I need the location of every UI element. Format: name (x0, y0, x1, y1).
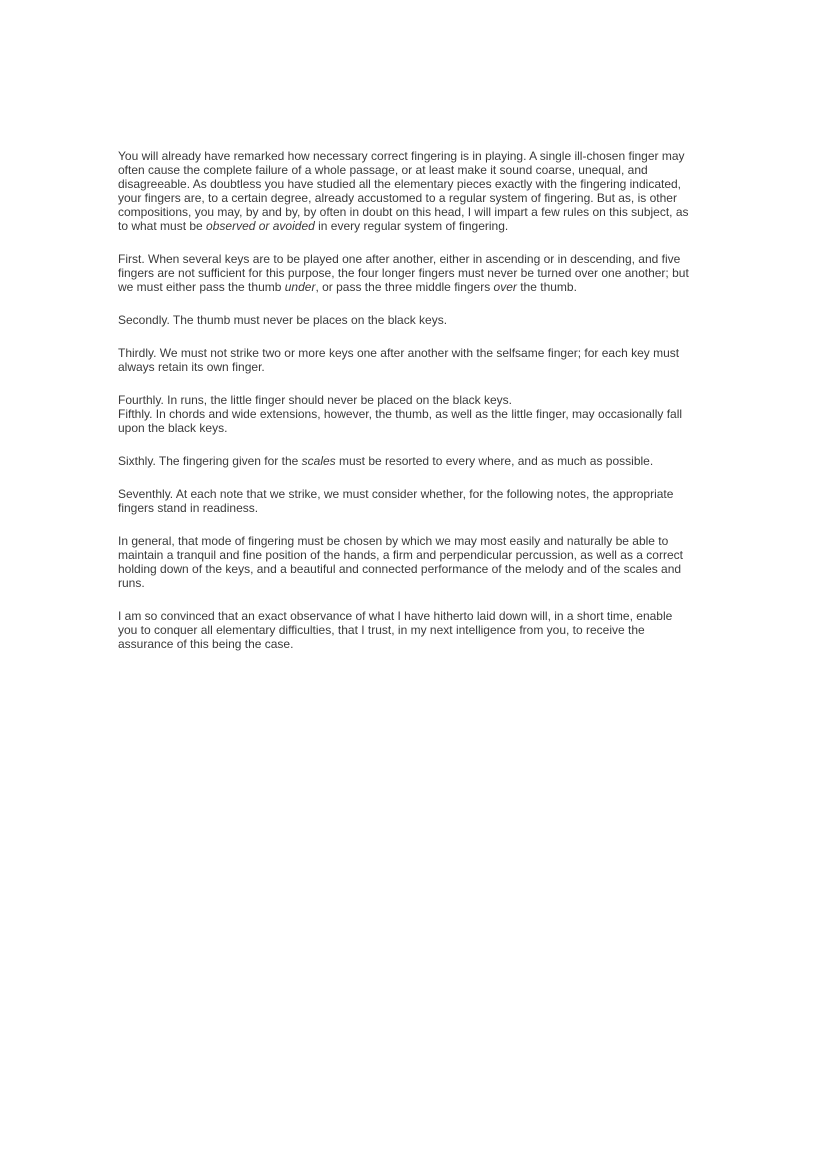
text-run: You will already have remarked how necessary correct fingering is in playing. A single ill-chosen finger may (118, 149, 685, 163)
text-line (118, 163, 708, 177)
paragraph (118, 609, 708, 651)
text-run: you to conquer all elementary difficulties, that I trust, in my next intelligence from you, to receive the (118, 623, 645, 637)
text-run: Thirdly. We must not strike two or more keys one after another with the selfsame finger; for each key must (118, 346, 680, 360)
text-run: the thumb. (516, 280, 577, 294)
paragraph (118, 149, 708, 233)
text-run: In general, that mode of fingering must be chosen by which we may most easily and naturally be able to (118, 534, 669, 548)
text-run: often cause the complete failure of a whole passage, or at least make it sound coarse, unequal, and (118, 163, 648, 177)
text-line (118, 219, 708, 233)
text-line (118, 623, 708, 637)
paragraph (118, 313, 708, 327)
text-run: Fourthly. In runs, the little finger should never be placed on the black keys. (118, 393, 512, 407)
text-run: maintain a tranquil and fine position of the hands, a firm and perpendicular percussion, as well as a correct (118, 548, 683, 562)
text-line (118, 266, 708, 280)
paragraph (118, 487, 708, 515)
text-line (118, 487, 708, 501)
paragraph (118, 534, 708, 590)
document-body (118, 149, 708, 670)
text-line (118, 360, 708, 374)
text-line (118, 177, 708, 191)
text-line (118, 576, 708, 590)
text-run: in every regular system of fingering. (314, 219, 509, 233)
text-line (118, 191, 708, 205)
text-line (118, 346, 708, 360)
text-run: Seventhly. At each note that we strike, we must consider whether, for the following notes, the appropriate (118, 487, 674, 501)
text-line (118, 407, 708, 421)
text-run: disagreeable. As doubtless you have studied all the elementary pieces exactly with the fingering indicated, (118, 177, 682, 191)
text-line (118, 421, 708, 435)
text-line (118, 637, 708, 651)
text-run: runs. (118, 576, 145, 590)
text-line (118, 562, 708, 576)
paragraph (118, 454, 708, 468)
text-run: fingers stand in readiness. (118, 501, 259, 515)
text-line (118, 548, 708, 562)
text-run: compositions, you may, by and by, by often in doubt on this head, I will impart a few rules on this subject, as (118, 205, 689, 219)
italic-text: scales (301, 454, 336, 468)
text-line (118, 280, 708, 294)
text-run: First. When several keys are to be played one after another, either in ascending or in descending, and five (118, 252, 681, 266)
text-run: to what must be (118, 219, 207, 233)
text-run: assurance of this being the case. (118, 637, 294, 651)
text-run: fingers are not sufficient for this purpose, the four longer fingers must never be turned over one another; but (118, 266, 689, 280)
text-run: Sixthly. The fingering given for the (118, 454, 302, 468)
paragraph (118, 407, 708, 435)
text-line (118, 393, 708, 407)
text-run: Secondly. The thumb must never be places on the black keys. (118, 313, 448, 327)
text-run: I am so convinced that an exact observance of what I have hitherto laid down will, in a short time, enable (118, 609, 673, 623)
text-run: always retain its own finger. (118, 360, 265, 374)
text-run: we must either pass the thumb (118, 280, 285, 294)
text-run: must be resorted to every where, and as much as possible. (335, 454, 654, 468)
text-line (118, 149, 708, 163)
text-line (118, 534, 708, 548)
text-run: upon the black keys. (118, 421, 228, 435)
text-run: holding down of the keys, and a beautiful and connected performance of the melody and of the scales and (118, 562, 682, 576)
text-line (118, 454, 708, 468)
italic-text: under (284, 280, 316, 294)
text-line (118, 501, 708, 515)
text-run: your fingers are, to a certain degree, already accustomed to a regular system of fingering. But as, is other (118, 191, 677, 205)
paragraph (118, 393, 708, 407)
text-line (118, 609, 708, 623)
text-run: Fifthly. In chords and wide extensions, however, the thumb, as well as the little finger, may occasionally fall (118, 407, 683, 421)
paragraph (118, 346, 708, 374)
italic-text: observed or avoided (206, 219, 315, 233)
text-line (118, 252, 708, 266)
text-line (118, 313, 708, 327)
italic-text: over (493, 280, 517, 294)
paragraph (118, 252, 708, 294)
text-line (118, 205, 708, 219)
text-run: , or pass the three middle fingers (315, 280, 494, 294)
